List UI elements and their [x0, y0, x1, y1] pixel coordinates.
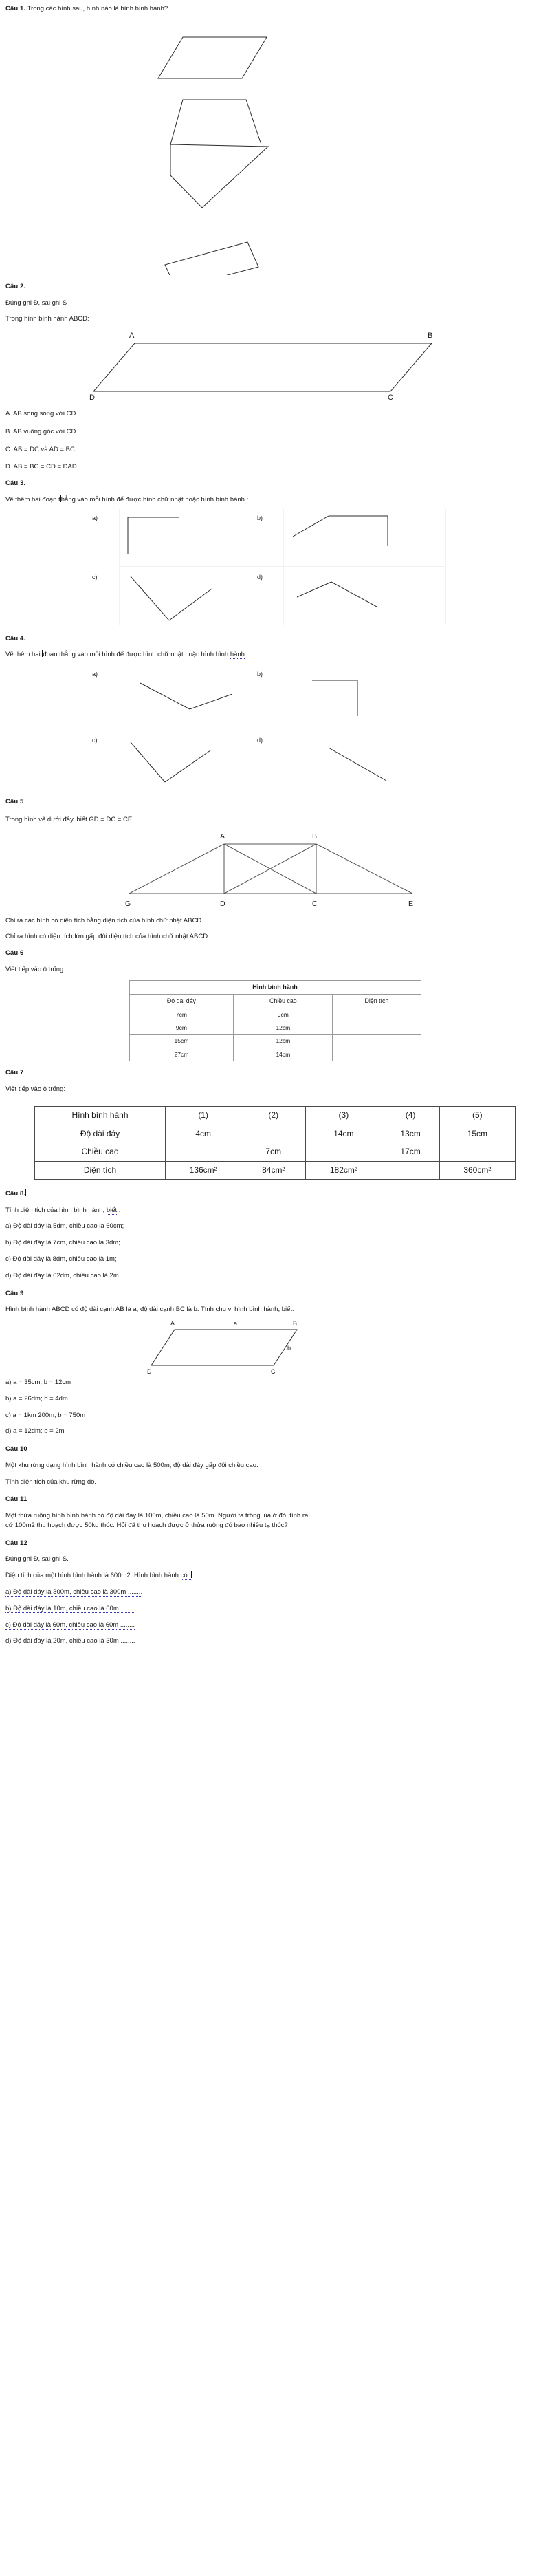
q7-row0-label: Độ dài đáy	[35, 1125, 166, 1143]
q6-col-1: Chiều cao	[234, 994, 333, 1008]
q3-panel-label-b: b)	[257, 514, 263, 521]
question-9-label: Câu 9	[6, 1289, 24, 1297]
question-9-figure	[6, 1314, 544, 1378]
question-5-figure	[6, 825, 544, 911]
q6-r0-c0: 7cm	[129, 1008, 234, 1021]
question-9-item-d: d) a = 12dm; b = 2m	[6, 1427, 65, 1436]
q12-item-d-text: d) Độ dài đáy là 20m, chiều cao là 30m ........	[6, 1637, 135, 1645]
q7-r1-c0[interactable]	[166, 1143, 241, 1161]
text-cursor-4	[191, 1571, 192, 1578]
table-row	[129, 1021, 421, 1034]
q2-parallelogram-abcd	[6, 324, 544, 400]
question-12-item-b	[6, 1604, 544, 1614]
question-1-label: Câu 1.	[6, 5, 26, 12]
question-2-option-c: C. AB = DC và AD = BC .......	[6, 445, 89, 453]
q6-col-2: Diện tích	[333, 994, 421, 1008]
parallelogram-abcd	[94, 343, 432, 391]
q7-r1-c3[interactable]: 17cm	[382, 1143, 439, 1161]
q9-label-C: C	[271, 1368, 276, 1376]
q6-r2-c0: 15cm	[129, 1035, 234, 1048]
question-7-label: Câu 7	[6, 1068, 24, 1076]
q7-col-4: (4)	[382, 1107, 439, 1125]
q7-r1-c4[interactable]	[439, 1143, 515, 1161]
question-1-heading-line	[6, 4, 544, 14]
question-8-item-a: a) Độ dài đáy là 5dm, chiều cao là 60cm;	[6, 1222, 124, 1231]
q9-parallelogram-abcd	[151, 1330, 297, 1365]
q3-panel-label-c: c)	[92, 573, 98, 581]
question-11-line1: Một thửa ruộng hình bình hành có độ dài đáy là 100m, chiều cao là 50m. Người ta trồng lúa ở đó, tính ra	[6, 1512, 309, 1520]
question-8-label: Câu 8.	[6, 1189, 26, 1198]
q12-item-b-text: b) Độ dài đáy là 10m, chiều cao là 60m ........	[6, 1604, 135, 1612]
q4-c-seg-2	[165, 750, 210, 782]
question-5-task2: Chỉ ra hình có diện tích lớn gấp đôi diện tích của hình chữ nhật ABCD	[6, 933, 208, 941]
question-12-item-a	[6, 1588, 544, 1597]
q7-row1-label: Chiều cao	[35, 1143, 166, 1161]
q3-prompt-end: :	[244, 495, 249, 504]
text-cursor-3	[25, 1189, 26, 1196]
q4-d-seg-1	[329, 748, 386, 781]
q7-r2-c2[interactable]: 182cm²	[306, 1161, 382, 1179]
q5-label-E: E	[408, 899, 414, 908]
question-4-label: Câu 4.	[6, 634, 26, 642]
q7-r1-c1[interactable]: 7cm	[241, 1143, 306, 1161]
vertex-label-a: A	[129, 332, 135, 340]
q4-panel-label-d: d)	[257, 737, 263, 744]
question-3-block	[6, 479, 544, 629]
q9-side-label-a: a	[234, 1320, 238, 1328]
q6-table-title: Hình bình hành	[129, 980, 421, 994]
question-7-block	[6, 1068, 544, 1180]
table-row-title	[129, 980, 421, 994]
q6-r1-c1: 12cm	[234, 1021, 333, 1034]
question-5-label: Câu 5	[6, 798, 24, 806]
q4-prompt-underlined: hành	[230, 651, 245, 659]
question-1-figures	[6, 14, 544, 144]
question-4-panels	[6, 660, 544, 790]
q3-prompt-underlined: hành	[230, 495, 245, 504]
question-12-block	[6, 1539, 544, 1646]
question-3-label: Câu 3.	[6, 479, 26, 488]
question-8-block	[6, 1189, 544, 1281]
shape-parallelogram	[158, 37, 267, 78]
question-2-label: Câu 2.	[6, 282, 26, 290]
table-row	[129, 1035, 421, 1048]
question-12-item-d	[6, 1636, 544, 1646]
q1-shapes-svg	[6, 14, 544, 144]
q12-line2-part1: Diện tích của một hình bình hành là 600m2. Hình bình hành	[6, 1572, 181, 1580]
q7-r2-c4[interactable]: 360cm²	[439, 1161, 515, 1179]
q3-panels-svg	[6, 505, 544, 629]
q6-r1-c2[interactable]	[333, 1021, 421, 1034]
q3-panel-label-a: a)	[92, 514, 98, 521]
q8-prompt-end: :	[117, 1206, 121, 1214]
q7-r2-c0[interactable]: 136cm²	[166, 1161, 241, 1179]
q1-shapes-svg-2	[6, 144, 544, 275]
table-row	[35, 1161, 516, 1179]
question-8-heading-line	[6, 1189, 544, 1199]
question-9-item-b: b) a = 26dm; b = 4dm	[6, 1394, 68, 1403]
q6-r3-c2[interactable]	[333, 1048, 421, 1061]
q8-prompt-part1: Tính diện tích của hình bình hành,	[6, 1206, 107, 1214]
q12-line2-underlined: có :	[180, 1572, 191, 1580]
question-12-line1: Đúng ghi Đ, sai ghi S.	[6, 1555, 69, 1563]
question-2-option-d: D. AB = BC = CD = DAD.......	[6, 463, 90, 471]
question-6-label: Câu 6	[6, 949, 24, 957]
q9-parallelogram-figure	[6, 1314, 544, 1378]
table-row-header	[35, 1107, 516, 1125]
question-3-prompt	[6, 495, 544, 505]
vertex-label-d: D	[89, 393, 95, 400]
q7-col-5: (5)	[439, 1107, 515, 1125]
question-2-line2: Trong hình bình hành ABCD:	[6, 315, 89, 323]
q4-panel-label-c: c)	[92, 737, 98, 744]
q7-col-3: (3)	[306, 1107, 382, 1125]
q4-prompt-part2: đoạn thẳng vào mỗi hình để được hình chữ nhật hoặc hình bình	[43, 651, 230, 659]
q4-c-seg-1	[131, 742, 165, 782]
q4-panels-svg	[6, 660, 544, 790]
question-11-label: Câu 11	[6, 1495, 28, 1504]
question-5-prompt: Trong hình vẽ dưới đây, biết GD = DC = CE.	[6, 815, 134, 823]
question-2-option-b: B. AB vuông góc với CD .......	[6, 427, 91, 435]
question-11-line2: cứ 100m2 thu hoạch được 50kg thóc. Hỏi đã thu hoạch được ở thửa ruộng đó bao nhiêu tạ thóc?	[6, 1521, 288, 1529]
q5-label-C: C	[312, 899, 318, 908]
question-8-item-d: d) Độ dài đáy là 62dm, chiều cao là 2m.	[6, 1271, 121, 1279]
shape-irregular-pentagon	[170, 144, 268, 208]
question-4-block	[6, 634, 544, 791]
question-10-line1: Một khu rừng dạng hình bình hành có chiều cao là 500m, độ dài đáy gấp đôi chiều cao.	[6, 1461, 258, 1469]
table-row	[129, 1048, 421, 1061]
q3-prompt-part2: hẳng vào mỗi hình để được hình chữ nhật hoặc hình bình	[60, 495, 230, 504]
q4-panel-label-b: b)	[257, 671, 263, 678]
q4-a-seg-1	[140, 683, 190, 709]
q7-r1-c2[interactable]	[306, 1143, 382, 1161]
question-9-block	[6, 1289, 544, 1437]
question-7-prompt: Viết tiếp vào ô trống:	[6, 1085, 65, 1093]
question-12-line2	[6, 1571, 544, 1581]
q7-r2-c3[interactable]	[382, 1161, 439, 1179]
q7-col-2: (2)	[241, 1107, 306, 1125]
q3-d-seg-2	[331, 582, 377, 607]
q9-side-label-b: b	[287, 1345, 292, 1352]
question-2-line1: Đúng ghi Đ, sai ghi S	[6, 299, 67, 307]
q7-col-1: (1)	[166, 1107, 241, 1125]
q6-col-0: Độ dài đáy	[129, 994, 234, 1008]
q6-r3-c1: 14cm	[234, 1048, 333, 1061]
table-row	[35, 1125, 516, 1143]
q7-r0-c4[interactable]: 15cm	[439, 1125, 515, 1143]
q4-panel-label-a: a)	[92, 671, 98, 678]
q3-c-seg-1	[131, 576, 169, 620]
question-12-label: Câu 12	[6, 1539, 28, 1547]
question-12-item-c	[6, 1621, 544, 1630]
shape-rotated-rectangle	[165, 242, 258, 275]
question-6-prompt: Viết tiếp vào ô trống:	[6, 966, 65, 974]
q7-r2-c1[interactable]: 84cm²	[241, 1161, 306, 1179]
q4-prompt-end: :	[244, 651, 249, 659]
question-11-block	[6, 1495, 544, 1530]
q3-prompt-part1: Vẽ thêm hai đoạn t	[6, 495, 60, 504]
question-9-prompt: Hình bình hành ABCD có độ dài cạnh AB là a, độ dài cạnh BC là b. Tính chu vi hình bình hành, biết:	[6, 1306, 294, 1314]
q3-d-seg-1	[297, 582, 331, 597]
q5-label-G: G	[125, 899, 131, 908]
question-2-option-a: A. AB song song với CD .......	[6, 410, 91, 418]
q9-label-B: B	[293, 1320, 298, 1328]
q6-r1-c0: 9cm	[129, 1021, 234, 1034]
vertex-label-b: B	[428, 332, 433, 340]
question-8-prompt	[6, 1206, 544, 1215]
question-9-item-c: c) a = 1km 200m; b = 750m	[6, 1411, 86, 1419]
q4-prompt-part1: Vẽ thêm hai	[6, 651, 43, 659]
question-10-label: Câu 10	[6, 1445, 28, 1453]
q4-a-seg-2	[190, 694, 232, 709]
question-5-block	[6, 797, 544, 942]
question-3-panels	[6, 505, 544, 629]
question-1-prompt: Trong các hình sau, hình nào là hình bình hành?	[27, 5, 168, 12]
q3-c-seg-2	[169, 589, 212, 620]
question-7-table	[34, 1106, 516, 1180]
question-1-block	[6, 4, 544, 144]
q7-row2-label: Diện tích	[35, 1161, 166, 1179]
question-6-table	[129, 980, 421, 1061]
q7-r0-c3[interactable]: 13cm	[382, 1125, 439, 1143]
question-8-item-c: c) Độ dài đáy là 8dm, chiều cao là 1m;	[6, 1255, 117, 1263]
q5-label-A: A	[220, 832, 226, 841]
q9-label-A: A	[170, 1320, 175, 1328]
q6-r3-c0: 27cm	[129, 1048, 234, 1061]
q6-r2-c2[interactable]	[333, 1035, 421, 1048]
q6-r0-c1: 9cm	[234, 1008, 333, 1021]
q5-label-B: B	[312, 832, 318, 841]
table-row	[129, 1008, 421, 1021]
q3-b-seg-1	[293, 516, 329, 537]
q6-r0-c2[interactable]	[333, 1008, 421, 1021]
q12-item-c-text: c) Độ dài đáy là 60m, chiều cao là 60m ........	[6, 1621, 135, 1629]
q5-truss-figure	[6, 825, 544, 911]
table-row	[35, 1143, 516, 1161]
q9-label-D: D	[147, 1368, 152, 1376]
table-row-header	[129, 994, 421, 1008]
q12-item-a-text: a) Độ dài đáy là 300m, chiều cao là 300m ........	[6, 1588, 143, 1596]
question-2-block	[6, 282, 544, 472]
q5-seg-BE	[316, 844, 412, 894]
question-4-prompt	[6, 650, 544, 660]
shape-trapezoid	[170, 100, 261, 144]
q7-r0-c2[interactable]: 14cm	[306, 1125, 382, 1143]
question-10-block	[6, 1444, 544, 1486]
q3-panel-label-d: d)	[257, 573, 263, 581]
question-8-item-b: b) Độ dài đáy là 7cm, chiều cao là 3dm;	[6, 1239, 120, 1247]
question-1-figures-cont	[6, 144, 544, 275]
question-2-figure	[6, 324, 544, 400]
q7-r0-c0[interactable]: 4cm	[166, 1125, 241, 1143]
question-5-task1: Chỉ ra các hình có diện tích bằng diện tích của hình chữ nhật ABCD.	[6, 916, 204, 924]
q5-label-D: D	[220, 899, 226, 908]
q5-seg-AG	[129, 844, 224, 894]
question-6-block	[6, 949, 544, 1061]
question-9-item-a: a) a = 35cm; b = 12cm	[6, 1378, 72, 1387]
q6-r2-c1: 12cm	[234, 1035, 333, 1048]
question-10-line2: Tính diện tích của khu rừng đó.	[6, 1478, 97, 1486]
q7-r0-c1[interactable]	[241, 1125, 306, 1143]
q8-prompt-underlined: biết	[106, 1206, 118, 1214]
q7-corner: Hình bình hành	[35, 1107, 166, 1125]
vertex-label-c: C	[388, 393, 393, 400]
